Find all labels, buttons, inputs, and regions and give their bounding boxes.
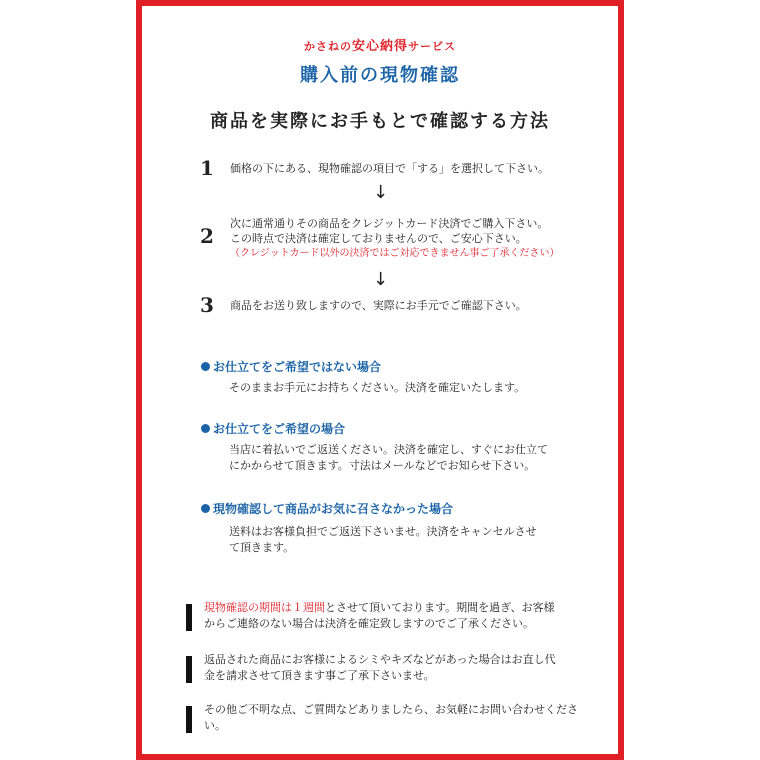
note-marker [186,706,192,733]
note-text: 現物確認の期間は１週間とさせて頂いております。期間を過ぎ、お客様 からご連絡のない場合は決済を確定致しますのでご了承ください。 [204,601,555,630]
service-label: かさねの安心納得サービス [303,39,456,54]
step-text: 商品をお送り致しますので、実際にお手元でご確認下さい。 [230,299,527,312]
case-title-no-tailoring: お仕立てをご希望ではない場合 [201,358,381,375]
arrow-down-icon: ↓ [373,269,389,290]
step-text: 次に通常通りその商品をクレジットカード決済でご購入下さい。 この時点で決済は確定しておりませんので、ご安心下さい。 （クレジットカード以外の決済ではご対応できません事ご了承ください） [230,217,560,259]
case-body: そのままお手元にお持ちください。決済を確定いたします。 [229,381,526,394]
step-number: 1 [200,156,214,180]
case-title-return: 現物確認して商品がお気に召さなかった場合 [201,500,453,517]
step-number: 2 [200,224,214,248]
step-warning: （クレジットカード以外の決済ではご対応できません事ご了承ください） [230,248,560,259]
bullet-icon [201,504,210,513]
info-card [136,0,624,760]
page-title: 購入前の現物確認 [300,65,460,86]
note-text: 返品された商品にお客様によるシミやキズなどがあった場合はお直し代 金を請求させて頂きます事ご了承下さいませ。 [204,653,556,682]
case-body: 送料はお客様負担でご返送下さいませ。決済をキャンセルさせ て頂きます。 [229,525,537,554]
case-title-tailoring: お仕立てをご希望の場合 [201,420,345,437]
note-marker [186,656,192,683]
bullet-icon [201,424,210,433]
step-number: 3 [200,293,214,317]
note-text: その他ご不明な点、ご質問などありましたら、お気軽にお問い合わせくださ い。 [204,703,578,732]
bullet-icon [201,362,210,371]
section-title: 商品を実際にお手もとで確認する方法 [210,111,550,132]
note-marker [186,604,192,631]
arrow-down-icon: ↓ [373,182,389,203]
step-text: 価格の下にある、現物確認の項目で「する」を選択して下さい。 [230,162,549,175]
case-body: 当店に着払いでご返送ください。決済を確定し、すぐにお仕立て にかからせて頂きます。寸法はメールなどでお知らせ下さい。 [229,443,548,472]
